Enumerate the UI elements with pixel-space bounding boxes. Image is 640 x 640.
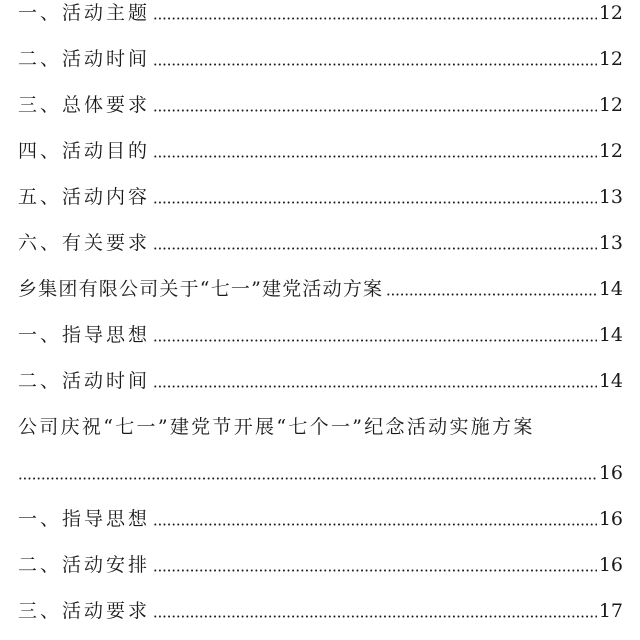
toc-entry-title: 乡集团有限公司关于“七一”建党活动方案: [18, 278, 384, 300]
dot-leader: [386, 293, 597, 296]
toc-entry-title: 二、活动时间: [18, 370, 151, 392]
toc-entry-title: 一、指导思想: [18, 324, 151, 346]
toc-entry-page: 17: [598, 600, 623, 622]
toc-entry-title: 四、活动目的: [18, 140, 151, 162]
toc-entry-page: 14: [598, 278, 623, 300]
toc-entry[interactable]: [0, 485, 640, 531]
toc-entry-title: 三、活动要求: [18, 600, 151, 622]
toc-entry[interactable]: [0, 209, 640, 255]
toc-entry-page: 13: [598, 186, 623, 208]
toc-entry-page: 16: [598, 462, 623, 484]
toc-entry[interactable]: [0, 25, 640, 71]
dot-leader: [153, 63, 597, 66]
dot-leader: [153, 339, 597, 342]
dot-leader: [153, 155, 597, 158]
toc-entry-wrapped[interactable]: [0, 393, 640, 439]
toc-entry[interactable]: [0, 577, 640, 623]
toc-entry[interactable]: [0, 301, 640, 347]
toc-entry[interactable]: [0, 163, 640, 209]
toc-entry-page: 12: [598, 94, 623, 116]
toc-entry-page: 12: [598, 2, 623, 24]
toc-entry-title: 二、活动安排: [18, 554, 151, 576]
toc-entry[interactable]: [0, 71, 640, 117]
toc-entry[interactable]: [0, 347, 640, 393]
dot-leader: [153, 385, 597, 388]
toc-entry[interactable]: [0, 117, 640, 163]
toc-entry-title: 一、活动主题: [18, 2, 151, 24]
dot-leader: [153, 523, 597, 526]
toc-entry-title: 六、有关要求: [18, 232, 151, 254]
dot-leader: [153, 247, 597, 250]
toc-entry-page: 16: [598, 508, 623, 530]
toc-entry[interactable]: [0, 0, 640, 25]
toc-entry-page: 16: [598, 554, 623, 576]
dot-leader: [153, 615, 597, 618]
toc-entry-title: 三、总体要求: [18, 94, 151, 116]
dot-leader: [153, 109, 597, 112]
toc-entry[interactable]: [0, 255, 640, 301]
toc-entry-page: 12: [598, 140, 623, 162]
dot-leader: [153, 201, 597, 204]
dot-leader: [18, 477, 597, 480]
toc-entry-title: 二、活动时间: [18, 48, 151, 70]
toc-entry-page: 14: [598, 370, 623, 392]
toc-entry[interactable]: [0, 531, 640, 577]
toc-entry-title: 一、指导思想: [18, 508, 151, 530]
dot-leader: [153, 569, 597, 572]
toc-entry-page: 13: [598, 232, 623, 254]
toc-entry-page: 12: [598, 48, 623, 70]
toc-entry-title: 公司庆祝“七一”建党节开展“七个一”纪念活动实施方案: [18, 416, 535, 438]
toc-entry-continuation[interactable]: [0, 439, 640, 485]
toc-entry-page: 14: [598, 324, 623, 346]
dot-leader: [153, 17, 597, 20]
toc-entry-title: 五、活动内容: [18, 186, 151, 208]
